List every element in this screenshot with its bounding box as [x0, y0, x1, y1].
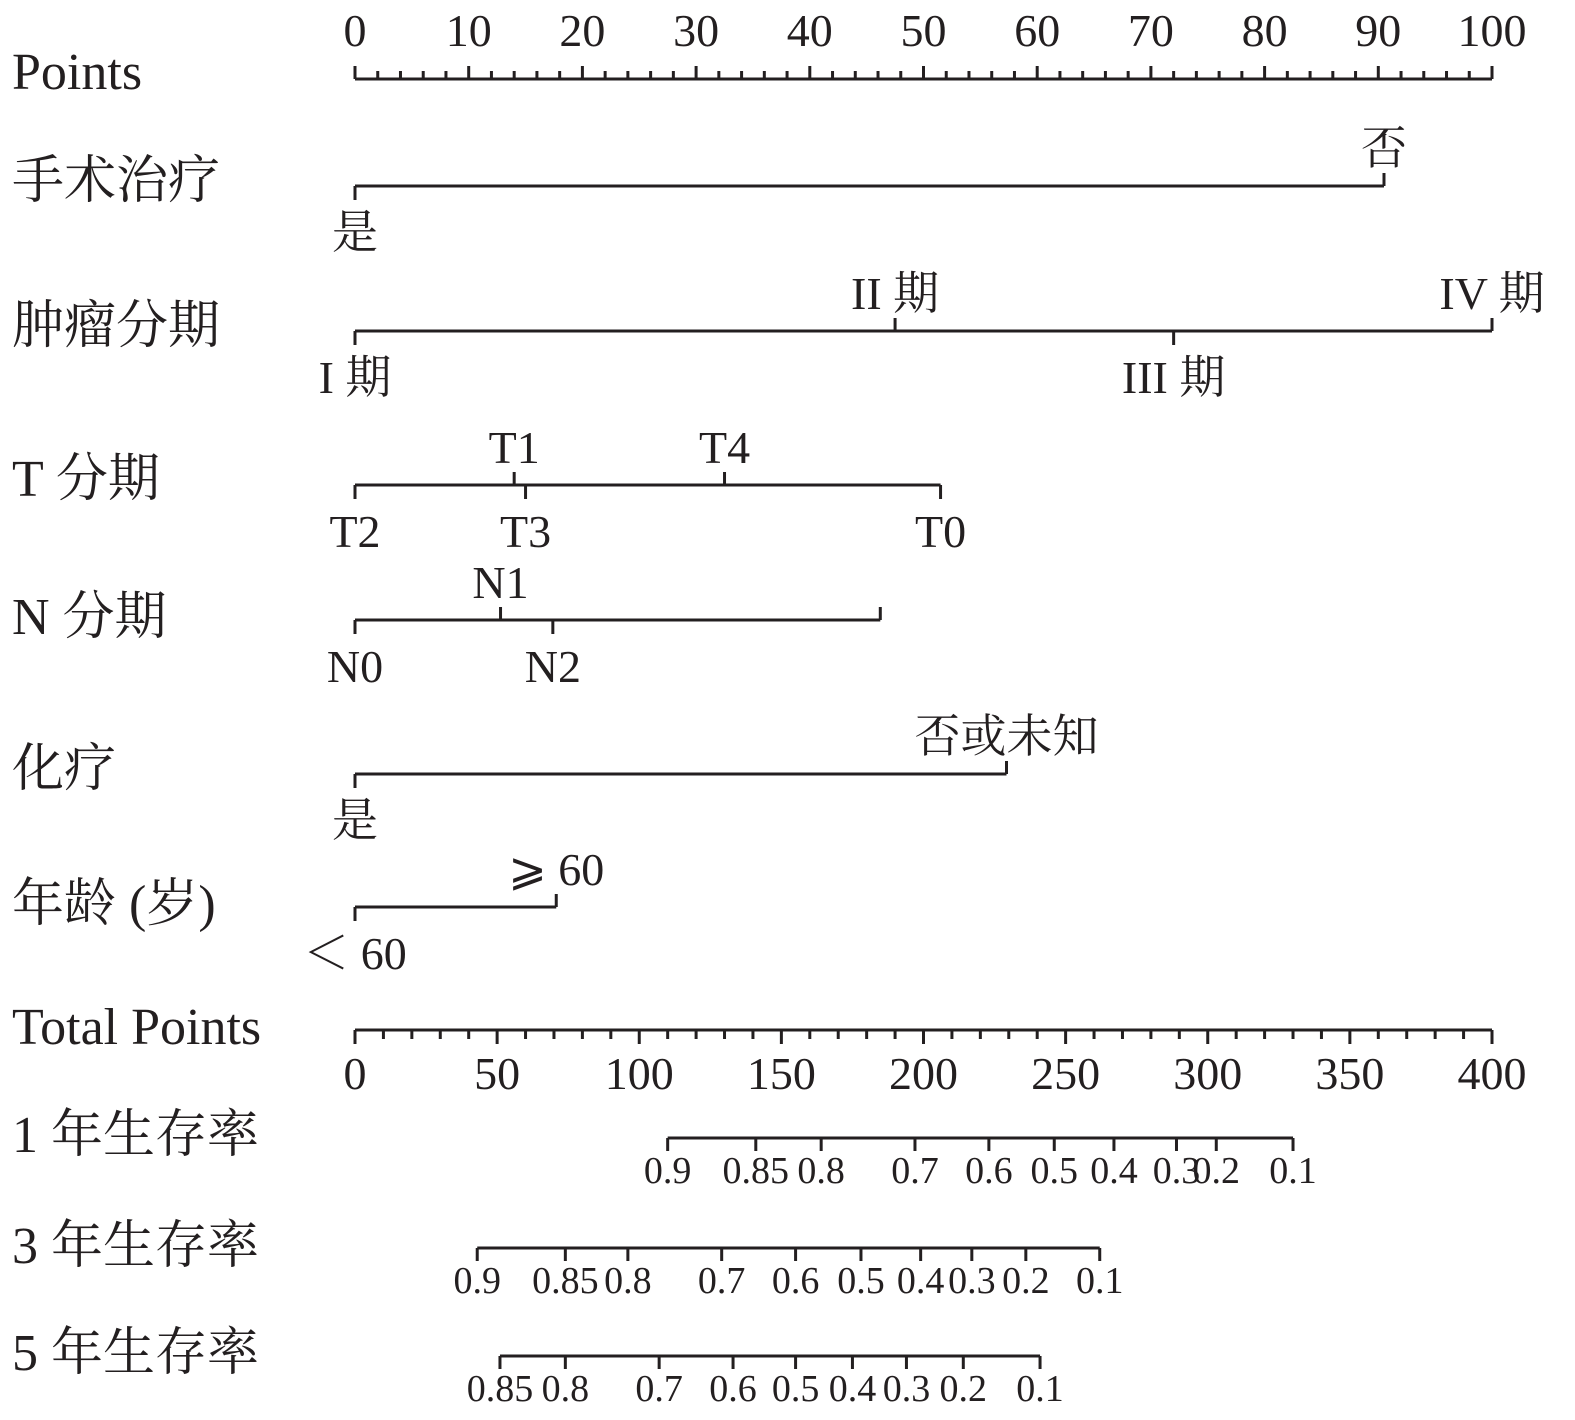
- survival-tick-label-5yr: 0.85: [466, 1368, 534, 1410]
- level-label-age: ⩾ 60: [508, 844, 605, 895]
- survival-tick-label-5yr: 0.8: [541, 1368, 590, 1410]
- points-tick-label: 90: [1355, 5, 1402, 56]
- level-label-t-stage: T1: [488, 422, 540, 473]
- points-tick-label: 10: [445, 5, 492, 56]
- survival-tick-label-1yr: 0.8: [797, 1150, 845, 1192]
- total-points-tick-label: 400: [1457, 1048, 1527, 1099]
- level-label-tumor-stage: IV 期: [1439, 268, 1545, 319]
- row-label-chemotherapy: 化疗: [12, 741, 117, 798]
- survival-axes: [453, 1138, 1316, 1410]
- level-label-surgery: 是: [332, 207, 378, 258]
- survival-tick-label-1yr: 0.85: [722, 1150, 790, 1192]
- points-tick-label: 30: [673, 5, 720, 56]
- total-points-axis: [344, 1030, 1527, 1099]
- survival-tick-label-5yr: 0.5: [771, 1368, 820, 1410]
- level-label-chemotherapy: 否或未知: [914, 711, 1099, 762]
- row-label-age: 年龄 (岁): [12, 876, 216, 933]
- survival-tick-label-5yr: 0.2: [939, 1368, 988, 1410]
- total-points-tick-label: 200: [889, 1048, 958, 1099]
- level-label-tumor-stage: I 期: [318, 352, 392, 403]
- survival-label-5yr: 5 年生存率: [12, 1325, 260, 1382]
- survival-tick-label-5yr: 0.3: [882, 1368, 931, 1410]
- survival-tick-label-3yr: 0.7: [697, 1260, 746, 1302]
- survival-tick-label-1yr: 0.1: [1269, 1150, 1317, 1192]
- survival-tick-label-5yr: 0.6: [709, 1368, 757, 1410]
- points-tick-label: 80: [1241, 5, 1288, 56]
- points-axis: [344, 5, 1527, 79]
- survival-tick-label-3yr: 0.6: [771, 1260, 820, 1302]
- level-label-tumor-stage: II 期: [851, 268, 940, 319]
- row-label-surgery: 手术治疗: [12, 153, 221, 210]
- survival-tick-label-3yr: 0.85: [532, 1260, 599, 1302]
- points-tick-label: 50: [900, 5, 947, 56]
- points-tick-label: 40: [786, 5, 833, 56]
- total-points-tick-label: 0: [343, 1048, 367, 1099]
- survival-tick-label-1yr: 0.4: [1090, 1150, 1138, 1192]
- survival-tick-label-3yr: 0.8: [604, 1260, 652, 1302]
- level-label-t-stage: T4: [698, 422, 751, 473]
- level-label-chemotherapy: 是: [332, 795, 378, 846]
- total-points-tick-label: 100: [604, 1048, 674, 1099]
- survival-tick-label-5yr: 0.1: [1016, 1368, 1064, 1410]
- total-points-tick-label: 150: [746, 1048, 816, 1099]
- level-label-age: ＜ 60: [303, 928, 407, 979]
- survival-tick-label-5yr: 0.4: [828, 1368, 877, 1410]
- points-tick-label: 60: [1014, 5, 1061, 56]
- survival-tick-label-3yr: 0.1: [1075, 1260, 1124, 1302]
- level-label-n-stage: N0: [326, 641, 384, 692]
- total-points-tick-label: 250: [1031, 1048, 1101, 1099]
- points-tick-label: 20: [559, 5, 606, 56]
- level-label-tumor-stage: III 期: [1121, 352, 1226, 403]
- survival-tick-label-1yr: 0.3: [1152, 1150, 1201, 1192]
- survival-tick-label-3yr: 0.3: [948, 1260, 996, 1302]
- survival-tick-label-3yr: 0.9: [453, 1260, 501, 1302]
- row-label-n-stage: N 分期: [12, 589, 167, 646]
- points-tick-label: 0: [343, 5, 367, 56]
- level-label-surgery: 否: [1360, 123, 1407, 174]
- points-axis-label: Points: [12, 44, 143, 101]
- total-points-axis-label: Total Points: [12, 999, 262, 1056]
- level-label-t-stage: T3: [499, 506, 552, 557]
- points-tick-label: 70: [1127, 5, 1174, 56]
- total-points-tick-label: 50: [474, 1048, 521, 1099]
- survival-tick-label-1yr: 0.6: [965, 1150, 1013, 1192]
- survival-tick-label-3yr: 0.2: [1002, 1260, 1050, 1302]
- row-label-t-stage: T 分期: [12, 451, 160, 508]
- survival-tick-label-1yr: 0.9: [643, 1150, 692, 1192]
- level-label-n-stage: N2: [524, 641, 581, 692]
- level-label-n-stage: N1: [472, 557, 529, 608]
- survival-label-3yr: 3 年生存率: [12, 1218, 260, 1275]
- survival-tick-label-3yr: 0.5: [837, 1260, 885, 1302]
- level-label-t-stage: T2: [329, 506, 381, 557]
- predictor-bars: [303, 123, 1544, 979]
- survival-tick-label-5yr: 0.7: [635, 1368, 683, 1410]
- survival-label-1yr: 1 年生存率: [12, 1107, 260, 1164]
- survival-tick-label-1yr: 0.2: [1192, 1150, 1241, 1192]
- row-labels: [12, 44, 261, 1382]
- survival-tick-label-3yr: 0.4: [896, 1260, 945, 1302]
- survival-tick-label-1yr: 0.5: [1030, 1150, 1079, 1192]
- level-label-t-stage: T0: [915, 506, 967, 557]
- total-points-tick-label: 350: [1315, 1048, 1385, 1099]
- row-label-tumor-stage: 肿瘤分期: [12, 298, 221, 355]
- total-points-tick-label: 300: [1173, 1048, 1243, 1099]
- points-tick-label: 100: [1457, 5, 1527, 56]
- survival-tick-label-1yr: 0.7: [891, 1150, 939, 1192]
